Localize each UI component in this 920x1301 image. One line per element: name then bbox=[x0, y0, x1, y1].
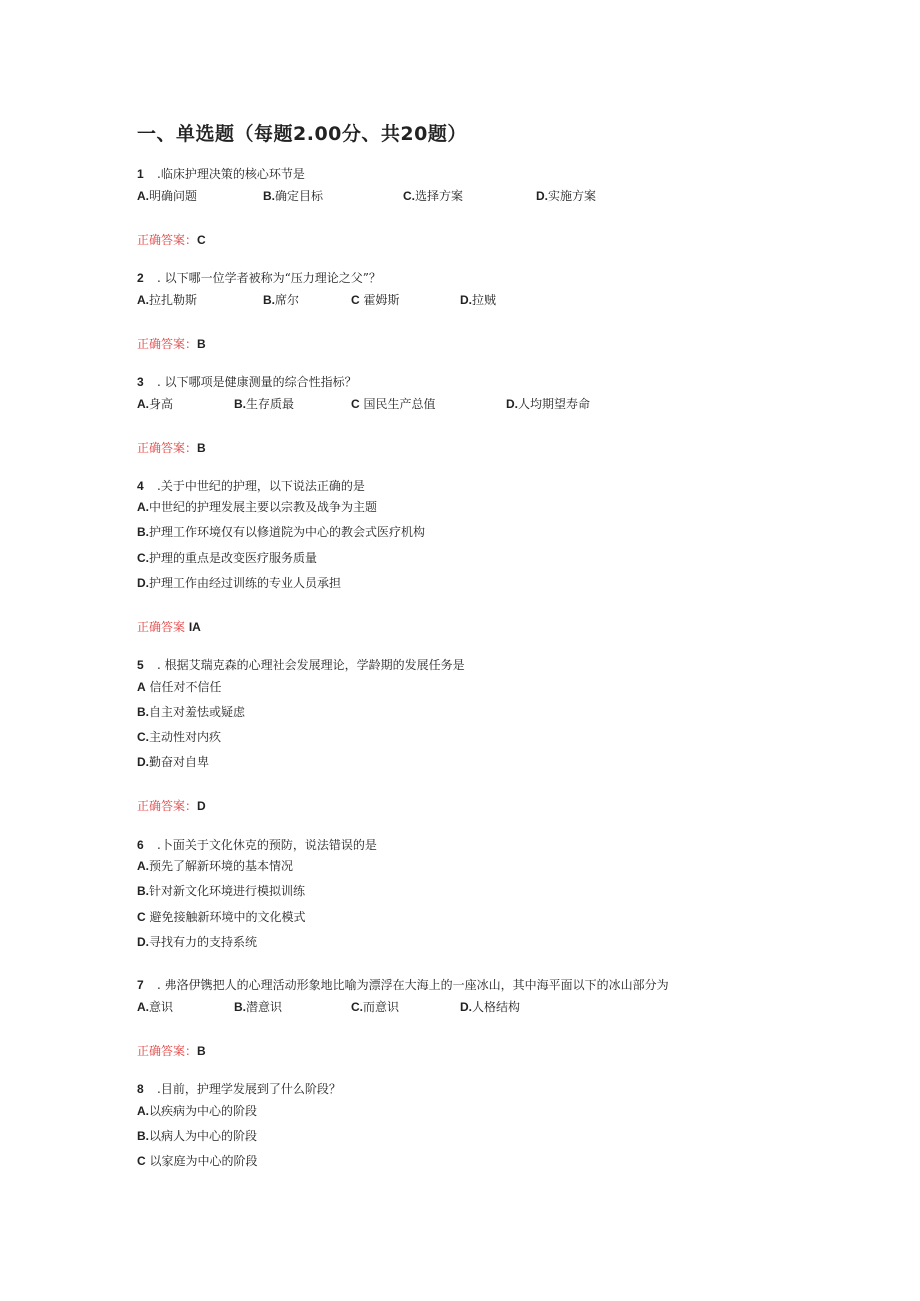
option-a[interactable]: A 信任对不信任 bbox=[137, 680, 222, 694]
option-c[interactable]: C.选择方案 bbox=[403, 189, 464, 203]
option-c[interactable]: C.主动性对内疚 bbox=[137, 730, 222, 744]
question-8 bbox=[137, 1081, 341, 1097]
option-a[interactable]: A.明确问题 bbox=[137, 189, 198, 203]
question-3 bbox=[137, 374, 357, 390]
question-text: . 根据艾瑞克森的心理社会发展理论，学龄期的发展任务是 bbox=[157, 658, 465, 672]
option-d[interactable]: D.实施方案 bbox=[536, 189, 597, 203]
question-text: .卜面关于文化休克的预防，说法错误的是 bbox=[157, 838, 377, 852]
option-c[interactable]: C 以家庭为中心的阶段 bbox=[137, 1154, 258, 1168]
answer-5: 正确答案：D bbox=[137, 799, 206, 813]
option-d[interactable]: D.人格结构 bbox=[460, 1000, 521, 1014]
option-c[interactable]: C.护理的重点是改变医疗服务质量 bbox=[137, 551, 318, 565]
question-number: 7 bbox=[137, 978, 144, 992]
option-b[interactable]: B.席尔 bbox=[263, 293, 300, 307]
option-b[interactable]: B.针对新文化环境进行模拟训练 bbox=[137, 884, 306, 898]
question-text: .关于中世纪的护理，以下说法正确的是 bbox=[157, 479, 365, 493]
answer-7: 正确答案：B bbox=[137, 1044, 206, 1058]
option-c[interactable]: C.而意识 bbox=[351, 1000, 400, 1014]
option-b[interactable]: B.护理工作环境仅有以修道院为中心的教会式医疗机构 bbox=[137, 525, 426, 539]
answer-3: 正确答案：B bbox=[137, 441, 206, 455]
question-text: . 以下哪一位学者被称为“压力理论之父”？ bbox=[157, 271, 381, 285]
option-a[interactable]: A.中世纪的护理发展主要以宗教及战争为主题 bbox=[137, 500, 378, 514]
question-5 bbox=[137, 657, 465, 673]
question-number: 3 bbox=[137, 375, 144, 389]
option-b[interactable]: B.潜意识 bbox=[234, 1000, 283, 1014]
option-a[interactable]: A.预先了解新环境的基本情况 bbox=[137, 859, 294, 873]
question-text: .临床护理决策的核心环节是 bbox=[157, 167, 305, 181]
answer-1: 正确答案：C bbox=[137, 233, 206, 247]
question-number: 8 bbox=[137, 1082, 144, 1096]
question-number: 1 bbox=[137, 167, 144, 181]
question-number: 4 bbox=[137, 479, 144, 493]
answer-2: 正确答案：B bbox=[137, 337, 206, 351]
option-a[interactable]: A.身高 bbox=[137, 397, 174, 411]
answer-4: 正确答案 IA bbox=[137, 620, 201, 634]
question-number: 6 bbox=[137, 838, 144, 852]
question-2 bbox=[137, 270, 381, 286]
question-number: 2 bbox=[137, 271, 144, 285]
option-a[interactable]: A.以疾病为中心的阶段 bbox=[137, 1104, 258, 1118]
question-6 bbox=[137, 837, 377, 853]
question-text: .目前，护理学发展到了什么阶段？ bbox=[157, 1082, 341, 1096]
section-title: 一、单选题（每题2.00分、共20题） bbox=[137, 123, 467, 145]
option-d[interactable]: D.拉贼 bbox=[460, 293, 497, 307]
option-b[interactable]: B.自主对羞怯或疑虑 bbox=[137, 705, 246, 719]
question-7 bbox=[137, 977, 669, 993]
option-c[interactable]: C 国民生产总值 bbox=[351, 397, 436, 411]
question-4 bbox=[137, 478, 365, 494]
option-a[interactable]: A.拉扎勒斯 bbox=[137, 293, 198, 307]
option-b[interactable]: B.确定目标 bbox=[263, 189, 324, 203]
option-d[interactable]: D.护理工作由经过训练的专业人员承担 bbox=[137, 576, 342, 590]
question-1 bbox=[137, 166, 305, 182]
option-d[interactable]: D.勤奋对自卑 bbox=[137, 755, 210, 769]
question-number: 5 bbox=[137, 658, 144, 672]
option-d[interactable]: D.人均期望寿命 bbox=[506, 397, 591, 411]
option-d[interactable]: D.寻找有力的支持系统 bbox=[137, 935, 258, 949]
option-b[interactable]: B.以病人为中心的阶段 bbox=[137, 1129, 258, 1143]
question-text: . 弗洛伊镌把人的心理活动形象地比喻为漂浮在大海上的一座冰山，其中海平面以下的冰山部分为 bbox=[157, 978, 669, 992]
option-a[interactable]: A.意识 bbox=[137, 1000, 174, 1014]
option-c[interactable]: C 避免接触新环境中的文化模式 bbox=[137, 910, 306, 924]
option-c[interactable]: C 霍姆斯 bbox=[351, 293, 400, 307]
option-b[interactable]: B.生存质最 bbox=[234, 397, 295, 411]
question-text: . 以下哪项是健康测量的综合性指标？ bbox=[157, 375, 357, 389]
